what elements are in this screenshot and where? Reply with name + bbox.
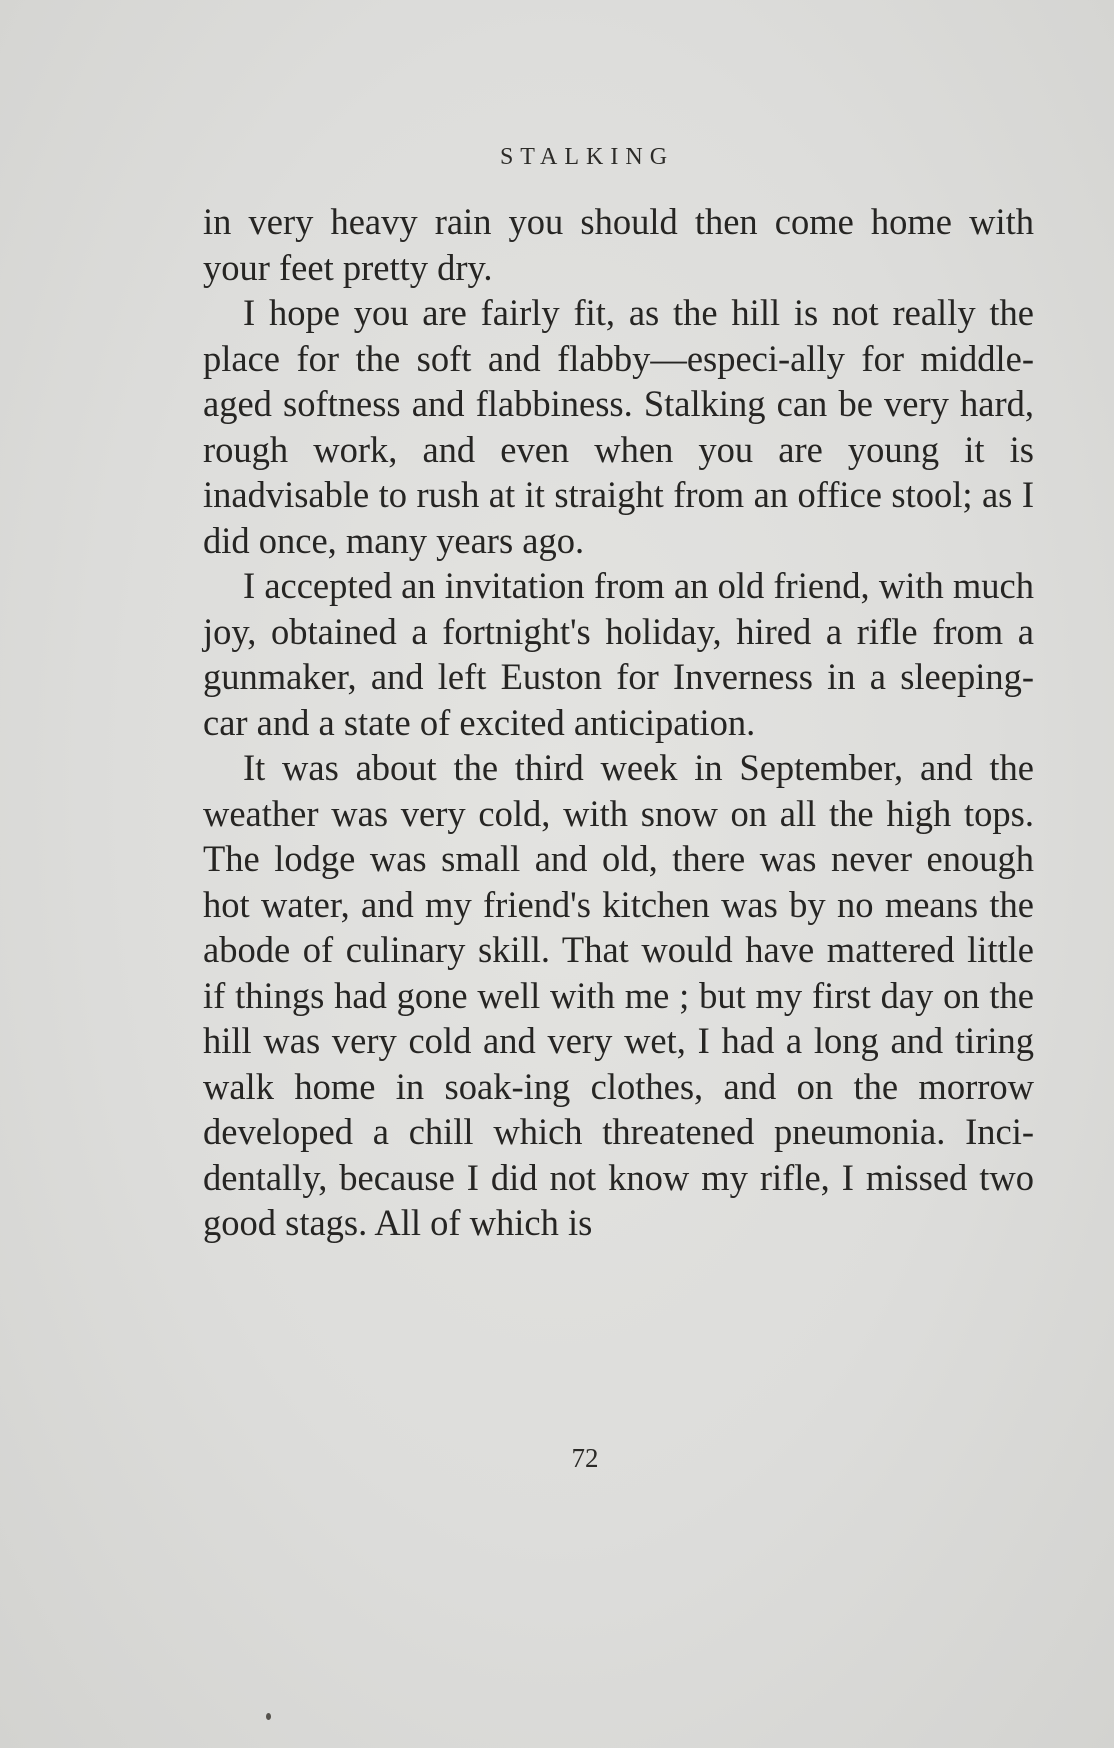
- paper-speck: [266, 1713, 271, 1720]
- paragraph-september: It was about the third week in September, and the weather was very cold, with snow on all the high tops. The lodge was small and old, there was never enough hot water, and my friend's kitchen was by no means the abode of culinary skill. That would have mattered little if things had gone well with me ; but my first day on the hill was very cold and very wet, I had a long and tiring walk home in soak-ing clothes, and on the morrow developed a chill which threatened pneumonia. Inci-dentally, because I did not know my rifle, I missed two good stags. All of which is: [203, 747, 1034, 1243]
- paragraph-invitation: I accepted an invitation from an old friend, with much joy, obtained a fortnight's holiday, hired a rifle from a gunmaker, and left Euston for Inverness in a sleeping-car and a state of excited anticipation.: [203, 565, 1034, 743]
- running-head: STALKING: [499, 144, 675, 170]
- paragraph-continued: in very heavy rain you should then come home with your feet pretty dry.: [203, 201, 1034, 288]
- body-text: [203, 199, 1034, 1246]
- paragraph-fitness: I hope you are fairly fit, as the hill is not really the place for the soft and flabby—especi-ally for middle-aged softness and flabbiness. Stalking can be very hard, rough work, and even when you are young it is inadvisable to rush at it straight from an office stool; as I did once, many years ago.: [203, 292, 1034, 561]
- page-number: 72: [571, 1443, 599, 1473]
